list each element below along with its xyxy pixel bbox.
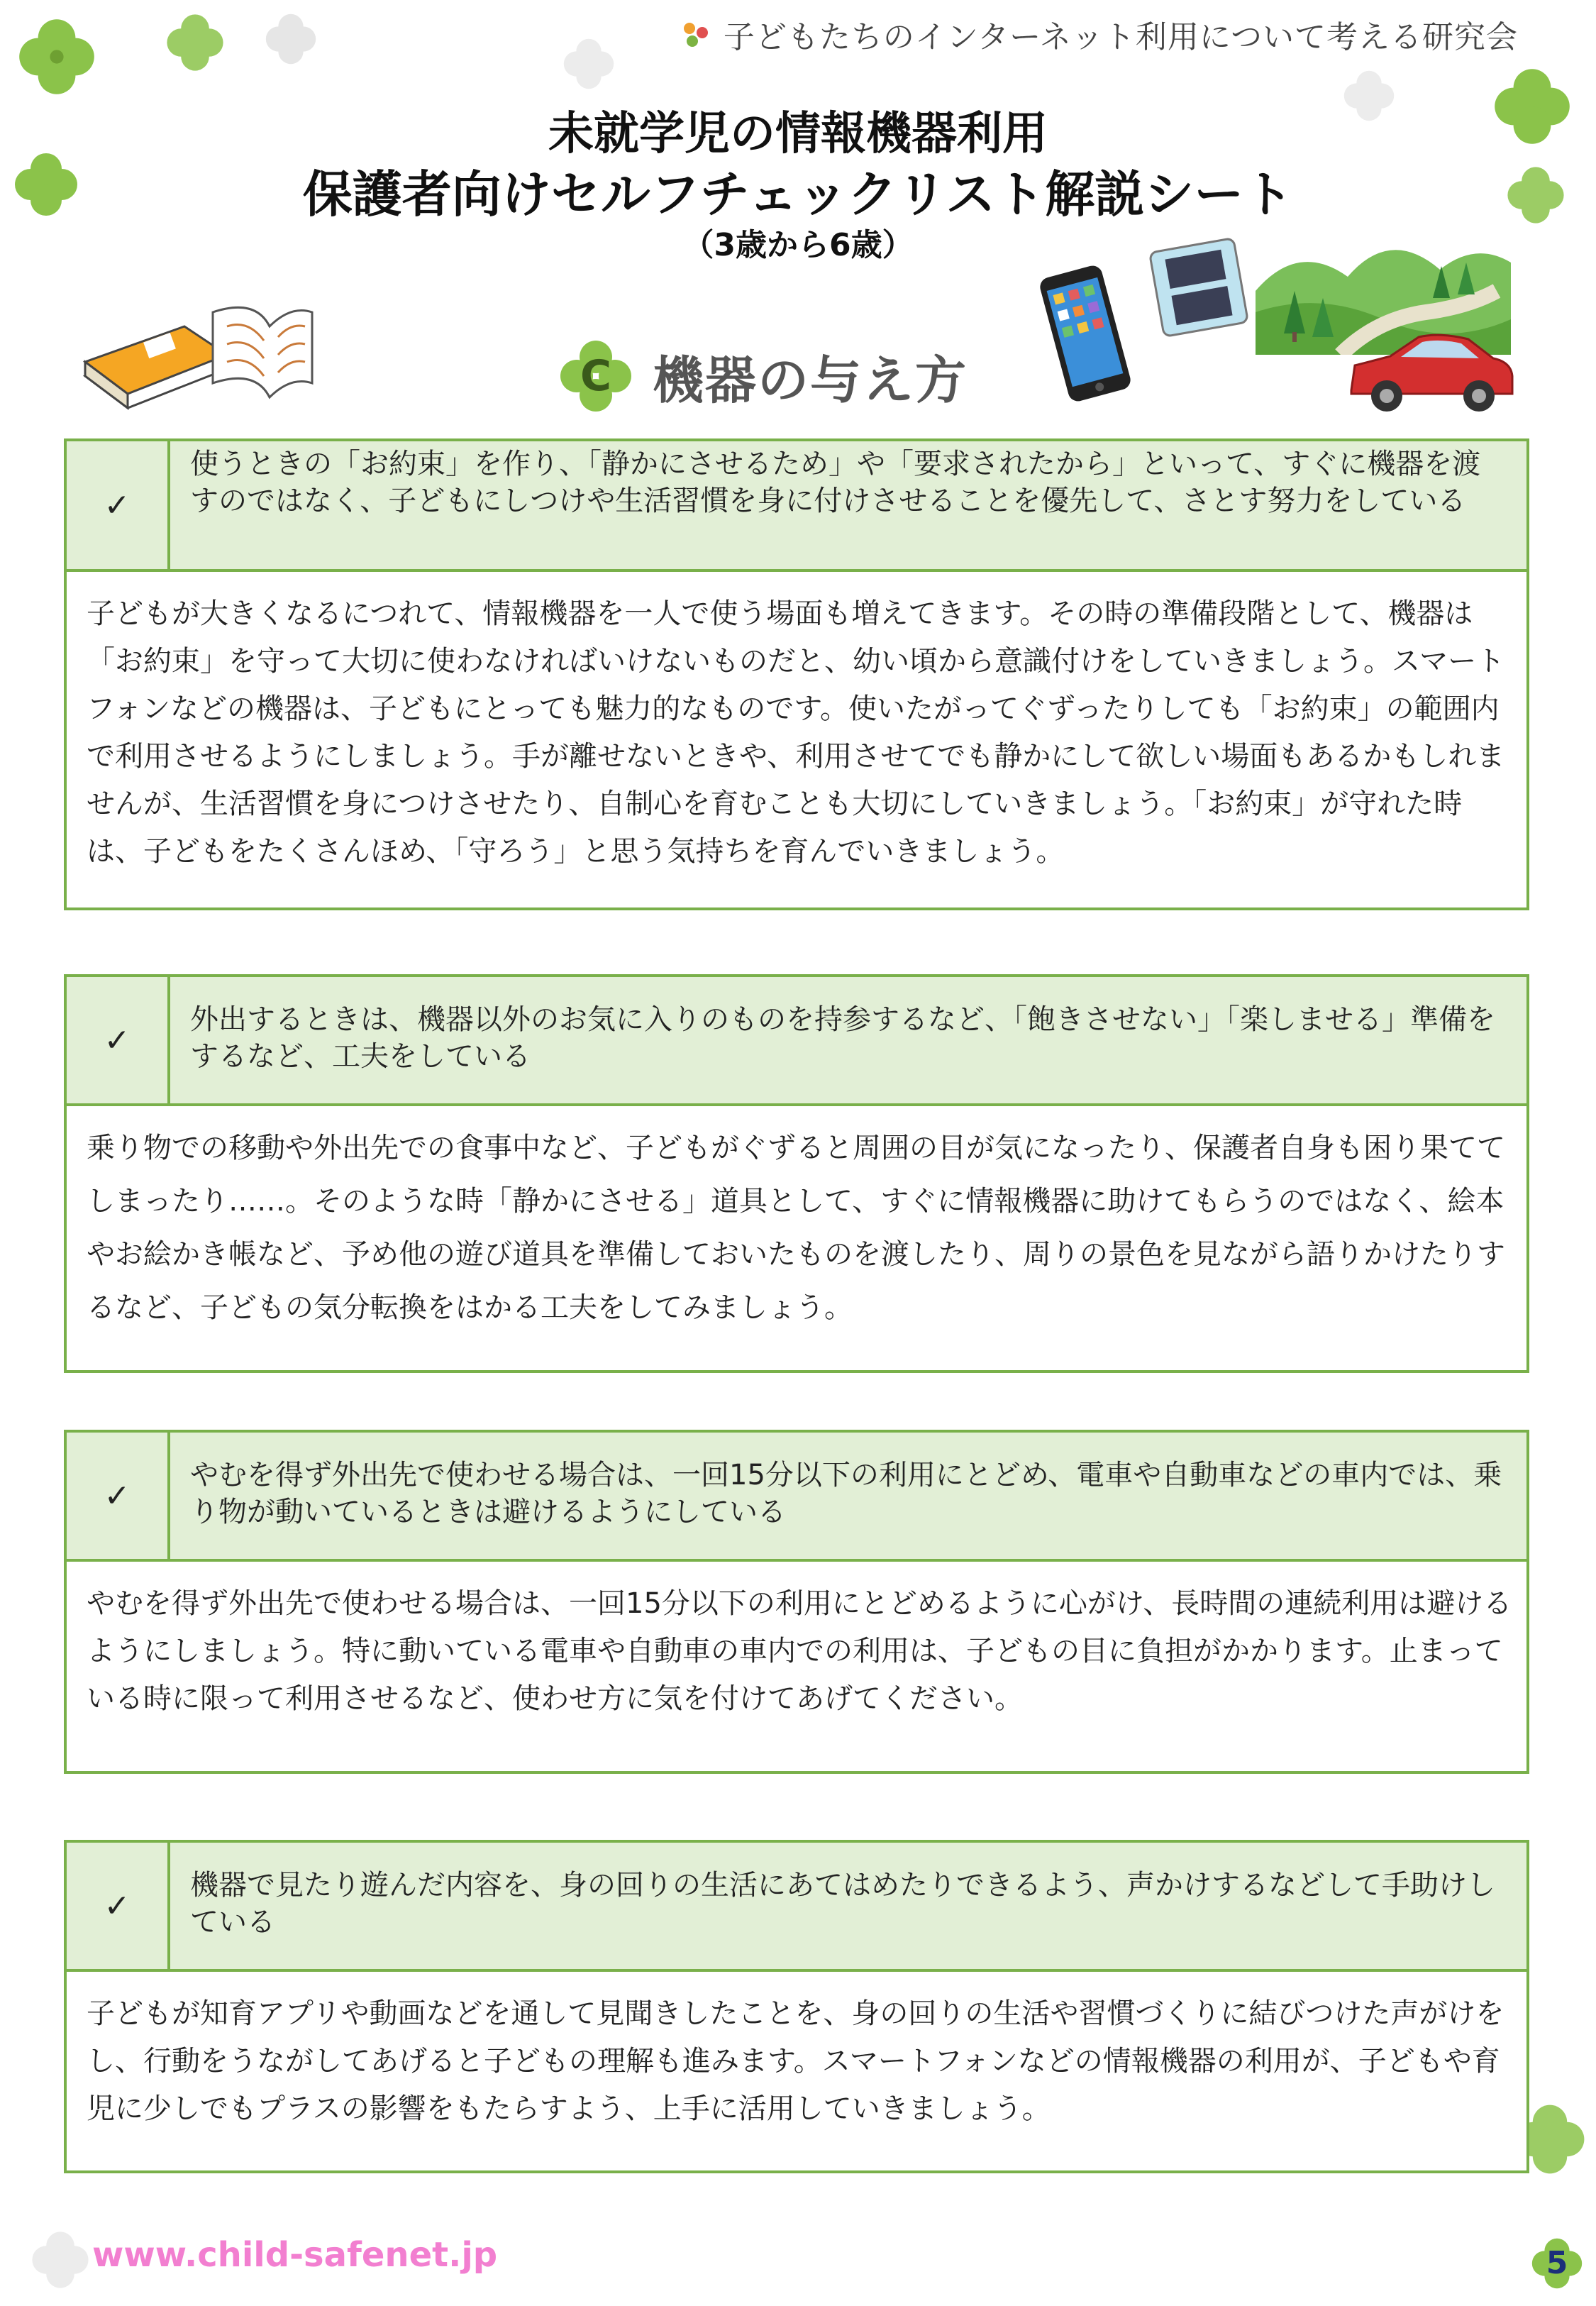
checkmark-icon: ✓ — [67, 977, 170, 1103]
clover-icon — [262, 11, 319, 67]
books-icon — [78, 284, 319, 419]
checklist-item-heading: やむを得ず外出先で使わせる場合は、一回15分以下の利用にとどめ、電車や自動車などの車内では、乗り物が動いているときは避けるようにしている — [190, 1459, 1502, 1528]
clover-icon — [560, 35, 617, 92]
logo-dots-icon — [682, 20, 711, 48]
clover-icon — [14, 14, 99, 99]
organization-name: 子どもたちのインターネット利用について考える研究会 — [723, 19, 1518, 55]
section-title: 機器の与え方 — [653, 351, 968, 410]
checklist-item-explanation — [67, 572, 1526, 891]
checklist-item-heading: 外出するときは、機器以外のお気に入りのものを持参するなど、「飽きさせない」「楽しませる」準備をするなど、工夫をしている — [190, 1003, 1495, 1073]
title-line-2: 保護者向けセルフチェックリスト解説シート — [302, 165, 1294, 224]
checkmark-icon: ✓ — [67, 441, 170, 569]
clover-icon — [28, 2228, 92, 2292]
title-line-3: （3歳から6歳） — [682, 227, 914, 263]
smartphone-icon — [1029, 263, 1142, 404]
checklist-item — [64, 1430, 1529, 1774]
explanation-text: 子どもが大きくなるにつれて、情報機器を一人で使う場面も増えてきます。その時の準備段階として、機器は「お約束」を守って大切に使わなければいけないものだと、幼い頃から意識付けをしていきましょう。スマートフォンなどの機器は、子どもにとっても魅力的なものです。使いたがってぐずったりしても「お約束」の範囲内で利用させるようにしましょう。手が離せないときや、利用させてでも静かにして欲しい場面もあるかもしれませんが、生活習慣を身につけさせたり、自制心を育むことも大切にしていきましょう。「お約束」が守れた時は、子どもをたくさんほめ、「守ろう」と思う気持ちを育んでいきましょう。 — [87, 597, 1505, 868]
explanation-text: 乗り物での移動や外出先での食事中など、子どもがぐずると周囲の目が気になったり、保護者自身も困り果ててしまったり……。そのような時「静かにさせる」道具として、すぐに情報機器に助けてもらうのではなく、絵本やお絵かき帳など、予め他の遊び道具を準備しておいたものを渡したり、周りの景色を見ながら語りかけたりするなど、子どもの気分転換をはかる工夫をしてみましょう。 — [87, 1132, 1505, 1324]
checklist-item-header — [67, 1433, 1526, 1562]
checklist-item-explanation — [67, 1972, 1526, 2148]
checklist-item-heading: 機器で見たり遊んだ内容を、身の回りの生活にあてはめたりできるよう、声かけするなどして手助けしている — [190, 1869, 1495, 1938]
explanation-text: やむを得ず外出先で使わせる場合は、一回15分以下の利用にとどめるように心がけ、長時間の連続利用は避けるようにしましょう。特に動いている電車や自動車の車内での利用は、子どもの目に負担がかかります。止まっている時に限って利用させるなど、使わせ方に気を付けてあげてください。 — [87, 1587, 1512, 1715]
checklist-item-header — [67, 1843, 1526, 1972]
website-link[interactable]: www.child-safenet.jp — [92, 2235, 498, 2275]
checklist-item-header — [67, 977, 1526, 1106]
section-heading — [560, 339, 968, 413]
checkmark-icon: ✓ — [67, 1843, 170, 1969]
checkmark-icon: ✓ — [67, 1433, 170, 1559]
checklist-item-explanation — [67, 1106, 1526, 1350]
checklist-item-explanation — [67, 1562, 1526, 1738]
organization-header — [682, 13, 1518, 55]
checklist-item — [64, 438, 1529, 910]
page-number: 5 — [1546, 2245, 1568, 2281]
checklist-item — [64, 1840, 1529, 2173]
checklist-item-header — [67, 441, 1526, 572]
clover-icon — [560, 341, 631, 412]
game-console-icon — [1146, 234, 1252, 341]
section-letter: C — [580, 351, 612, 401]
checklist-item — [64, 974, 1529, 1373]
car-icon — [1341, 312, 1518, 419]
checklist-item-heading: 使うときの「お約束」を作り、「静かにさせるため」や「要求されたから」といって、すぐに機器を渡すのではなく、子どもにしつけや生活習慣を身に付けさせることを優先して、さとす努力をしている — [190, 448, 1481, 517]
title-line-1: 未就学児の情報機器利用 — [548, 108, 1048, 160]
clover-icon — [163, 11, 227, 75]
explanation-text: 子どもが知育アプリや動画などを通して見聞きしたことを、身の回りの生活や習慣づくりに結びつけた声がけをし、行動をうながしてあげると子どもの理解も進みます。スマートフォンなどの情報機器の利用が、子どもや育児に少しでもプラスの影響をもたらすよう、上手に活用していきましょう。 — [87, 1997, 1504, 2125]
